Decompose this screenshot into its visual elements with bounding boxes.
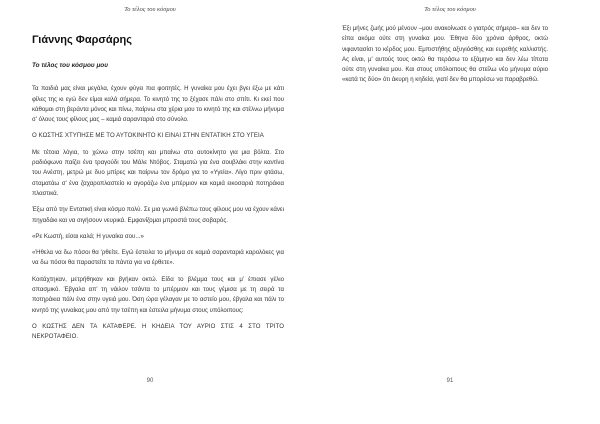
- author-name: Γιάννης Φαρσάρης: [32, 34, 132, 46]
- dialogue-paragraph: «Ρε Κωστή, είσαι καλά; Η γυναίκα σου...»: [32, 232, 144, 240]
- story-title: Το τέλος του κόσμου μου: [32, 62, 108, 69]
- page-number: 91: [446, 378, 454, 384]
- sms-message-paragraph: Ο ΚΩΣΤΗΣ ΧΤΥΠΗΣΕ ΜΕ ΤΟ ΑΥΤΟΚΙΝΗΤΟ ΚΙ ΕΙΝΑΙ ΣΤΗΝ ΕΝΤΑΤΙΚΗ ΣΤΟ ΥΓΕΙΑ: [32, 132, 264, 140]
- sms-message-paragraph: Ο ΚΩΣΤΗΣ ΔΕΝ ΤΑ ΚΑΤΑΦΕΡΕ. Η ΚΗΔΕΙΑ ΤΟΥ ΑΥΡΙΟ ΣΤΙΣ 4 ΣΤΟ ΤΡΙΤΟ ΝΕΚΡΟΤΑΦΕΙΟ.: [32, 322, 284, 341]
- page-number: 90: [146, 378, 154, 384]
- left-page-content: [32, 34, 284, 349]
- paragraph: Έξι μήνες ζωής μού μένουν –μου ανακοίνωσε ο γιατρός σήμερα– και δεν το είπα ακόμα ούτε στη γυναίκα μου. Έθηνα δύο χρόνια άρθρος, οκτώ νιφαντασίσι το κέρδος μου. Εμπιστήθης αξυγιόσθης και ευρεθής καλλιστής. Ας είναι, μ' αυτούς τους οκτώ θα περάσω το εξάμηνο και δεν λέω τίποτα ούτε στη γυναίκα μου. Και στους υπόλοιπους θα στείλω νέο μήνυμα αύριο «κατά τις δύο» ότι άκυρη η κηδεία, γιατί δεν θα μπορέσω να παραβρεθώ.: [342, 25, 548, 84]
- right-page-content: [342, 24, 548, 92]
- right-page: [300, 0, 600, 424]
- running-header: Το τέλος του κόσμου: [124, 6, 176, 13]
- paragraph: Έξω από την Εντατική είναι κόσμο πολύ. Σε μια γωνιά βλέπω τους φίλους μου να έχουν κάνει πηγαδάκι και να σιγήσουν νευρικά. Εμφανίζομαι μπροστά τους σοβαρός.: [32, 206, 284, 224]
- paragraph: Κοιτάχτηκαν, μετρήθηκαν και βγήκαν οκτώ. Είδα το βλέμμα τους και μ' έπιασε γέλιο σπασμικό. Έβγαλα απ' τη νάιλον τσάντα το μπέρμιον και τους γέμισα με τη σειρά τα ποτηράκια πάλι ένα στην υγειά μου. Όση ώρα γέλαγαν με το αστείο μου, έβγαλα και πάλι το κινητό της γυναίκας μου από την τσέπη και έστειλα μήνυμα στους υπόλοιπους:: [32, 275, 284, 314]
- paragraph: Τα παιδιά μας είναι μεγάλα, έχουν φύγει πια φοιτητές. Η γυναίκα μου έχει βγει έξω με κάτι φίλες της κι εγώ δεν είμαι καλά σήμερα. Το κινητό της το ξέχασε πάλι στο σπίτι. Κι εκεί που κάθομαι στη βεράντα μόνος και πίνω, παίρνω στα χέρια μου το κινητό της και στέλνω μήνυμα σ' όλους τους φίλους μας – καμιά σαρανταριά στο σύνολο.: [32, 85, 284, 124]
- running-header: Το τέλος του κόσμου: [424, 6, 476, 13]
- paragraph: Με τέτοια λόγια, το χώνω στην τσέπη και μπαίνω στο αυτοκίνητο για μια βόλτα. Στο ραδιόφωνο παίζει ένα τραγούδι του Μάλε Ντόβος. Σταματώ για ένα σουβλάκι στην καντίνα του Ανέστη, μετρώ με δυο μπίρες και παίρνω τον δρόμο για το «Υγεία». Λίγο πριν φτάσω, σταματάω σ' ένα ζαχαροπλαστείο κι αγοράζω ένα μπέρμιον και καμιά εικοσαριά ποτηράκια πλαστικά.: [32, 148, 284, 197]
- dialogue-paragraph: «Ήθελα να δω πόσοι θα 'ρθείτε. Εγώ έστειλα το μήνυμα σε καμιά σαρανταριά καρολόκες για να δω πόσοι θα παραστείτε τα πάντα για να έρθετε».: [32, 249, 284, 267]
